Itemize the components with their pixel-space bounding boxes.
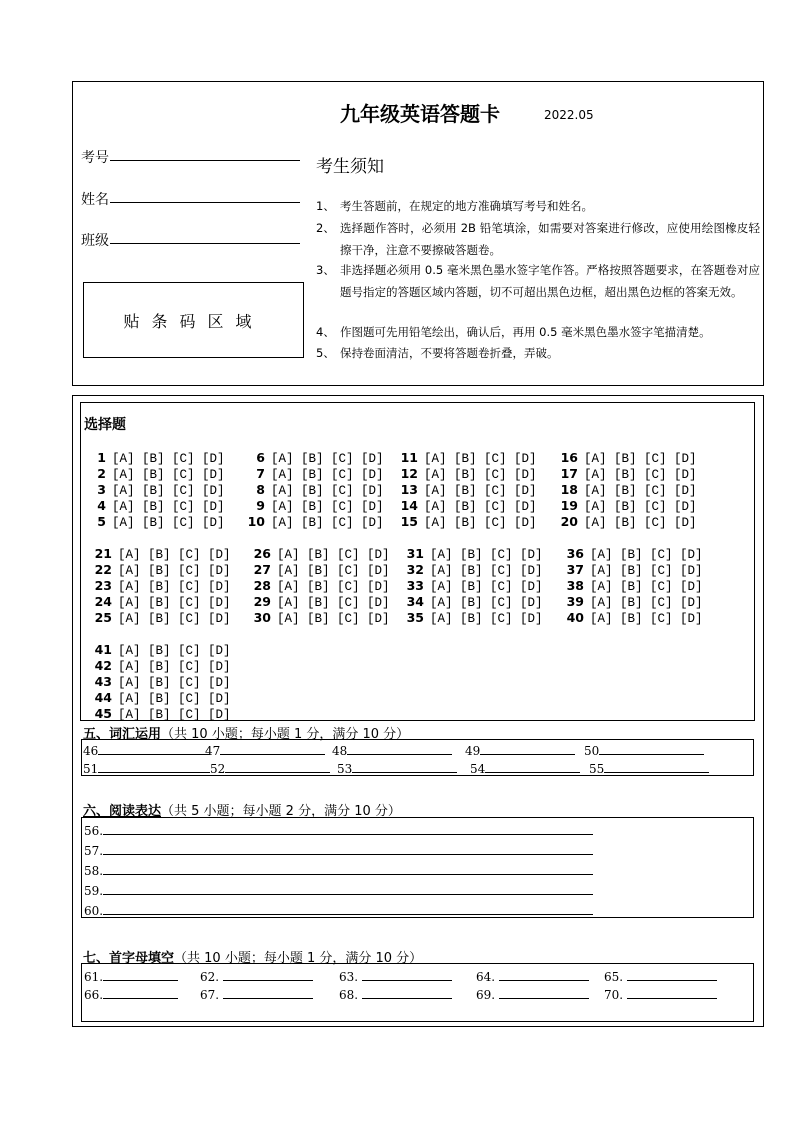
answer-options[interactable]: [A] [B] [C] [D] <box>118 676 231 690</box>
question-number: 22 <box>94 562 112 577</box>
answer-row[interactable] <box>84 862 593 878</box>
question-number: 7 <box>256 466 265 481</box>
question-number: 15 <box>400 514 418 529</box>
answer-options[interactable]: [A] [B] [C] [D] <box>277 564 390 578</box>
section5-note: （共 10 小题；每小题 1 分，满分 10 分） <box>161 727 410 742</box>
answer-options[interactable]: [A] [B] [C] [D] <box>118 548 231 562</box>
blank-number: 63. <box>339 970 359 984</box>
notice-item-text: 作图题可先用铅笔绘出，确认后，再用 0.5 毫米黑色墨水签字笔描清楚。 <box>340 325 711 339</box>
notice-item <box>316 217 760 261</box>
name-field[interactable] <box>110 202 300 203</box>
question-number: 27 <box>253 562 271 577</box>
answer-options[interactable]: [A] [B] [C] [D] <box>430 564 543 578</box>
choice-question[interactable] <box>247 498 384 514</box>
answer-line[interactable] <box>599 742 704 755</box>
choice-question[interactable] <box>400 610 543 626</box>
fill-blank[interactable] <box>470 760 580 776</box>
answer-line[interactable] <box>352 760 457 773</box>
question-number: 13 <box>400 482 418 497</box>
fill-blank[interactable] <box>200 968 313 984</box>
notice-item-number: 1、 <box>316 199 335 213</box>
question-number: 8 <box>256 482 265 497</box>
answer-line[interactable] <box>223 968 313 981</box>
question-number: 35 <box>406 610 424 625</box>
answer-number: 56. <box>84 824 104 838</box>
answer-number: 57. <box>84 844 104 858</box>
choice-question[interactable] <box>88 674 231 690</box>
answer-options[interactable]: [A] [B] [C] [D] <box>271 516 384 530</box>
name-label: 姓名 <box>81 192 109 208</box>
choice-question[interactable] <box>560 466 697 482</box>
answer-options[interactable]: [A] [B] [C] [D] <box>112 484 225 498</box>
answer-line[interactable] <box>627 968 717 981</box>
answer-options[interactable]: [A] [B] [C] [D] <box>118 596 231 610</box>
choice-question[interactable] <box>560 594 703 610</box>
answer-options[interactable]: [A] [B] [C] [D] <box>430 612 543 626</box>
answer-options[interactable]: [A] [B] [C] [D] <box>271 468 384 482</box>
answer-number: 60. <box>84 904 104 918</box>
choice-question[interactable] <box>88 450 225 466</box>
choice-question[interactable] <box>88 514 225 530</box>
choice-question[interactable] <box>247 466 384 482</box>
fill-blank[interactable] <box>604 986 717 1002</box>
question-number: 9 <box>256 498 265 513</box>
answer-options[interactable]: [A] [B] [C] [D] <box>271 484 384 498</box>
choice-question[interactable] <box>560 498 697 514</box>
question-number: 45 <box>94 706 112 721</box>
question-number: 23 <box>94 578 112 593</box>
choice-question[interactable] <box>560 562 703 578</box>
fill-blank[interactable] <box>476 986 589 1002</box>
answer-options[interactable]: [A] [B] [C] [D] <box>118 564 231 578</box>
notice-item-text: 选择题作答时，必须用 2B 铅笔填涂，如需要对答案进行修改，应使用绘图橡皮轻擦干净，注意不要擦破答题卷。 <box>340 221 760 257</box>
choice-question[interactable] <box>88 706 231 722</box>
question-number: 2 <box>97 466 106 481</box>
answer-options[interactable]: [A] [B] [C] [D] <box>112 468 225 482</box>
choice-question[interactable] <box>88 482 225 498</box>
question-number: 25 <box>94 610 112 625</box>
answer-options[interactable]: [A] [B] [C] [D] <box>424 500 537 514</box>
answer-line[interactable] <box>347 742 452 755</box>
blank-number: 65. <box>604 970 624 984</box>
answer-options[interactable]: [A] [B] [C] [D] <box>112 516 225 530</box>
question-number: 30 <box>253 610 271 625</box>
blank-number: 64. <box>476 970 496 984</box>
barcode-label: 贴条码区域 <box>123 311 264 331</box>
notice-item <box>316 195 760 217</box>
choice-question[interactable] <box>247 578 390 594</box>
blank-number: 49 <box>465 744 481 758</box>
answer-row[interactable] <box>84 882 593 898</box>
answer-row[interactable] <box>84 902 593 918</box>
question-number: 39 <box>566 594 584 609</box>
question-number: 32 <box>406 562 424 577</box>
answer-line[interactable] <box>604 760 709 773</box>
question-number: 44 <box>94 690 112 705</box>
question-number: 42 <box>94 658 112 673</box>
choice-question[interactable] <box>247 482 384 498</box>
choice-question[interactable] <box>400 514 537 530</box>
choice-question[interactable] <box>247 450 384 466</box>
answer-options[interactable]: [A] [B] [C] [D] <box>590 596 703 610</box>
choice-question[interactable] <box>400 578 543 594</box>
answer-line[interactable] <box>485 760 580 773</box>
choice-question[interactable] <box>247 594 390 610</box>
answer-line[interactable] <box>103 882 593 895</box>
answer-options[interactable]: [A] [B] [C] [D] <box>584 452 697 466</box>
blank-number: 53 <box>337 762 353 776</box>
question-number: 33 <box>406 578 424 593</box>
question-number: 41 <box>94 642 112 657</box>
choice-question[interactable] <box>560 546 703 562</box>
answer-number: 58. <box>84 864 104 878</box>
question-number: 43 <box>94 674 112 689</box>
question-number: 37 <box>566 562 584 577</box>
answer-options[interactable]: [A] [B] [C] [D] <box>430 548 543 562</box>
question-number: 26 <box>253 546 271 561</box>
fill-blank[interactable] <box>339 968 452 984</box>
exam-number-field[interactable] <box>110 160 300 161</box>
answer-line[interactable] <box>223 986 313 999</box>
answer-line[interactable] <box>362 968 452 981</box>
question-number: 31 <box>406 546 424 561</box>
choice-question[interactable] <box>88 466 225 482</box>
fill-blank[interactable] <box>84 968 178 984</box>
notice-item-text: 保持卷面清洁，不要将答题卷折叠，弄破。 <box>340 346 559 360</box>
blank-number: 61. <box>84 970 104 984</box>
blank-number: 50 <box>584 744 600 758</box>
question-number: 16 <box>560 450 578 465</box>
exam-number-label: 考号 <box>81 150 109 166</box>
choice-question[interactable] <box>88 642 231 658</box>
question-number: 34 <box>406 594 424 609</box>
blank-number: 51 <box>83 762 99 776</box>
answer-options[interactable]: [A] [B] [C] [D] <box>118 644 231 658</box>
question-number: 4 <box>97 498 106 513</box>
blank-number: 66. <box>84 988 104 1002</box>
choice-title: 选择题 <box>84 417 126 433</box>
choice-question[interactable] <box>400 498 537 514</box>
choice-question[interactable] <box>400 450 537 466</box>
choice-question[interactable] <box>560 450 697 466</box>
answer-options[interactable]: [A] [B] [C] [D] <box>277 612 390 626</box>
answer-line[interactable] <box>499 986 589 999</box>
fill-blank[interactable] <box>210 760 330 776</box>
answer-options[interactable]: [A] [B] [C] [D] <box>584 484 697 498</box>
sheet-date: 2022.05 <box>544 108 594 122</box>
notice-item-number: 3、 <box>316 263 335 277</box>
blank-number: 46 <box>83 744 99 758</box>
answer-options[interactable]: [A] [B] [C] [D] <box>584 500 697 514</box>
question-number: 20 <box>560 514 578 529</box>
question-number: 5 <box>97 514 106 529</box>
fill-blank[interactable] <box>604 968 717 984</box>
notice-title: 考生须知 <box>316 157 384 177</box>
fill-blank[interactable] <box>339 986 452 1002</box>
answer-line[interactable] <box>103 822 593 835</box>
choice-question[interactable] <box>88 578 231 594</box>
section6-note: （共 5 小题；每小题 2 分，满分 10 分） <box>161 804 401 819</box>
question-number: 12 <box>400 466 418 481</box>
answer-options[interactable]: [A] [B] [C] [D] <box>590 548 703 562</box>
answer-options[interactable]: [A] [B] [C] [D] <box>277 548 390 562</box>
question-number: 24 <box>94 594 112 609</box>
choice-question[interactable] <box>400 466 537 482</box>
choice-question[interactable] <box>88 658 231 674</box>
answer-options[interactable]: [A] [B] [C] [D] <box>277 580 390 594</box>
answer-line[interactable] <box>220 742 325 755</box>
answer-options[interactable]: [A] [B] [C] [D] <box>271 500 384 514</box>
notice-item-number: 4、 <box>316 325 335 339</box>
answer-line[interactable] <box>98 760 210 773</box>
question-number: 21 <box>94 546 112 561</box>
fill-blank[interactable] <box>83 760 210 776</box>
answer-options[interactable]: [A] [B] [C] [D] <box>424 468 537 482</box>
answer-line[interactable] <box>103 968 178 981</box>
choice-question[interactable] <box>88 610 231 626</box>
choice-question[interactable] <box>247 562 390 578</box>
choice-question[interactable] <box>560 610 703 626</box>
sheet-title: 九年级英语答题卡 <box>340 102 500 126</box>
question-number: 10 <box>247 514 265 529</box>
blank-number: 67. <box>200 988 220 1002</box>
answer-line[interactable] <box>103 986 178 999</box>
fill-blank[interactable] <box>476 968 589 984</box>
choice-question[interactable] <box>560 482 697 498</box>
fill-blank[interactable] <box>200 986 313 1002</box>
choice-question[interactable] <box>88 546 231 562</box>
answer-number: 59. <box>84 884 104 898</box>
answer-options[interactable]: [A] [B] [C] [D] <box>271 452 384 466</box>
class-label: 班级 <box>81 233 109 249</box>
notice-item-text: 非选择题必须用 0.5 毫米黑色墨水签字笔作答。严格按照答题要求，在答题卷对应题号指定的答题区域内答题，切不可超出黑色边框，超出黑色边框的答案无效。 <box>340 263 760 299</box>
blank-number: 68. <box>339 988 359 1002</box>
question-number: 38 <box>566 578 584 593</box>
answer-options[interactable]: [A] [B] [C] [D] <box>118 612 231 626</box>
class-field[interactable] <box>110 243 300 244</box>
fill-blank[interactable] <box>83 742 210 758</box>
fill-blank[interactable] <box>584 742 704 758</box>
notice-item <box>316 259 760 303</box>
answer-line[interactable] <box>103 842 593 855</box>
question-number: 28 <box>253 578 271 593</box>
blank-number: 48 <box>332 744 348 758</box>
choice-question[interactable] <box>88 594 231 610</box>
answer-options[interactable]: [A] [B] [C] [D] <box>430 596 543 610</box>
section5-title: 五、词汇运用 <box>83 727 162 742</box>
answer-options[interactable]: [A] [B] [C] [D] <box>118 708 231 722</box>
answer-options[interactable]: [A] [B] [C] [D] <box>118 660 231 674</box>
answer-options[interactable]: [A] [B] [C] [D] <box>277 596 390 610</box>
fill-blank[interactable] <box>465 742 575 758</box>
notice-item <box>316 342 760 364</box>
fill-blank[interactable] <box>337 760 457 776</box>
choice-question[interactable] <box>88 498 225 514</box>
answer-options[interactable]: [A] [B] [C] [D] <box>584 468 697 482</box>
question-number: 17 <box>560 466 578 481</box>
choice-question[interactable] <box>88 562 231 578</box>
answer-line[interactable] <box>627 986 717 999</box>
blank-number: 62. <box>200 970 220 984</box>
question-number: 6 <box>256 450 265 465</box>
answer-options[interactable]: [A] [B] [C] [D] <box>584 516 697 530</box>
answer-options[interactable]: [A] [B] [C] [D] <box>590 564 703 578</box>
blank-number: 47 <box>205 744 221 758</box>
answer-line[interactable] <box>98 742 210 755</box>
answer-options[interactable]: [A] [B] [C] [D] <box>430 580 543 594</box>
choice-question[interactable] <box>400 546 543 562</box>
blank-number: 54 <box>470 762 486 776</box>
question-number: 36 <box>566 546 584 561</box>
answer-options[interactable]: [A] [B] [C] [D] <box>424 516 537 530</box>
blank-number: 69. <box>476 988 496 1002</box>
blank-number: 70. <box>604 988 624 1002</box>
section7-note: （共 10 小题；每小题 1 分，满分 10 分） <box>174 951 423 966</box>
choice-question[interactable] <box>560 578 703 594</box>
answer-row[interactable] <box>84 822 593 838</box>
question-number: 18 <box>560 482 578 497</box>
choice-question[interactable] <box>88 690 231 706</box>
choice-question[interactable] <box>247 514 384 530</box>
choice-question[interactable] <box>247 546 390 562</box>
answer-options[interactable]: [A] [B] [C] [D] <box>112 452 225 466</box>
section6-title: 六、阅读表达 <box>83 804 162 819</box>
question-number: 3 <box>97 482 106 497</box>
answer-options[interactable]: [A] [B] [C] [D] <box>590 580 703 594</box>
choice-question[interactable] <box>400 562 543 578</box>
answer-line[interactable] <box>362 986 452 999</box>
answer-row[interactable] <box>84 842 593 858</box>
question-number: 40 <box>566 610 584 625</box>
question-number: 19 <box>560 498 578 513</box>
answer-line[interactable] <box>225 760 330 773</box>
fill-blank[interactable] <box>589 760 709 776</box>
question-number: 14 <box>400 498 418 513</box>
notice-item-number: 2、 <box>316 221 335 235</box>
notice-item-number: 5、 <box>316 346 335 360</box>
fill-blank[interactable] <box>205 742 325 758</box>
choice-question[interactable] <box>560 514 697 530</box>
question-number: 29 <box>253 594 271 609</box>
answer-line[interactable] <box>480 742 575 755</box>
section7-title: 七、首字母填空 <box>83 951 175 966</box>
choice-question[interactable] <box>400 594 543 610</box>
blank-number: 52 <box>210 762 226 776</box>
choice-question[interactable] <box>247 610 390 626</box>
choice-question[interactable] <box>400 482 537 498</box>
question-number: 11 <box>400 450 418 465</box>
answer-options[interactable]: [A] [B] [C] [D] <box>118 580 231 594</box>
notice-item <box>316 321 760 343</box>
fill-blank[interactable] <box>332 742 452 758</box>
question-number: 1 <box>97 450 106 465</box>
answer-options[interactable]: [A] [B] [C] [D] <box>424 484 537 498</box>
barcode-area <box>83 282 304 358</box>
answer-options[interactable]: [A] [B] [C] [D] <box>424 452 537 466</box>
answer-line[interactable] <box>103 862 593 875</box>
fill-blank[interactable] <box>84 986 178 1002</box>
answer-line[interactable] <box>103 902 593 915</box>
answer-line[interactable] <box>499 968 589 981</box>
blank-number: 55 <box>589 762 605 776</box>
answer-options[interactable]: [A] [B] [C] [D] <box>590 612 703 626</box>
answer-options[interactable]: [A] [B] [C] [D] <box>112 500 225 514</box>
answer-options[interactable]: [A] [B] [C] [D] <box>118 692 231 706</box>
notice-item-text: 考生答题前，在规定的地方准确填写考号和姓名。 <box>340 199 593 213</box>
